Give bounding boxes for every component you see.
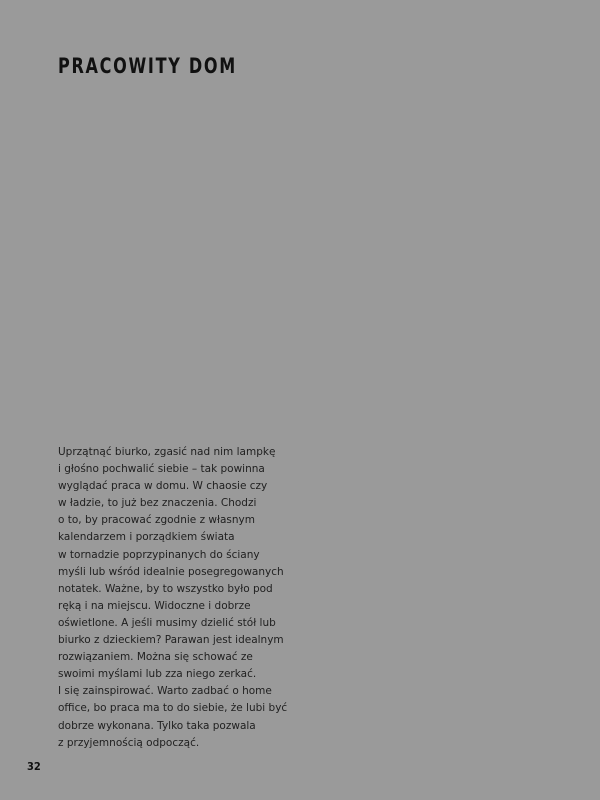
article-line: ręką i na miejscu. Widoczne i dobrze bbox=[58, 599, 251, 612]
article-line: w tornadzie poprzypinanych do ściany bbox=[58, 548, 260, 561]
article-body bbox=[58, 444, 298, 752]
article-line: office, bo praca ma to do siebie, że lubi być bbox=[58, 702, 288, 715]
article-line: o to, by pracować zgodnie z własnym bbox=[58, 514, 255, 527]
article-line: I się zainspirować. Warto zadbać o home bbox=[58, 685, 272, 698]
article-line: wyglądać praca w domu. W chaosie czy bbox=[58, 480, 268, 493]
article-line: dobrze wykonana. Tylko taka pozwala bbox=[58, 719, 256, 732]
article-line: myśli lub wśród idealnie posegregowanych bbox=[58, 565, 284, 578]
article-line: biurko z dzieckiem? Parawan jest idealnym bbox=[58, 634, 284, 647]
page-number: 32 bbox=[27, 760, 41, 773]
article-line: z przyjemnością odpocząć. bbox=[58, 736, 200, 749]
article-line: oświetlone. A jeśli musimy dzielić stół lub bbox=[58, 616, 276, 629]
page-title: PRACOWITY DOM bbox=[58, 54, 237, 78]
article-line: w ładzie, to już bez znaczenia. Chodzi bbox=[58, 497, 257, 510]
article-line: notatek. Ważne, by to wszystko było pod bbox=[58, 582, 273, 595]
article-line: rozwiązaniem. Można się schować ze bbox=[58, 651, 253, 664]
article-line: i głośno pochwalić siebie – tak powinna bbox=[58, 463, 265, 476]
article-line: swoimi myślami lub zza niego zerkać. bbox=[58, 668, 257, 681]
article-line: kalendarzem i porządkiem świata bbox=[58, 531, 235, 544]
article-line: Uprzątnąć biurko, zgasić nad nim lampkę bbox=[58, 446, 276, 458]
